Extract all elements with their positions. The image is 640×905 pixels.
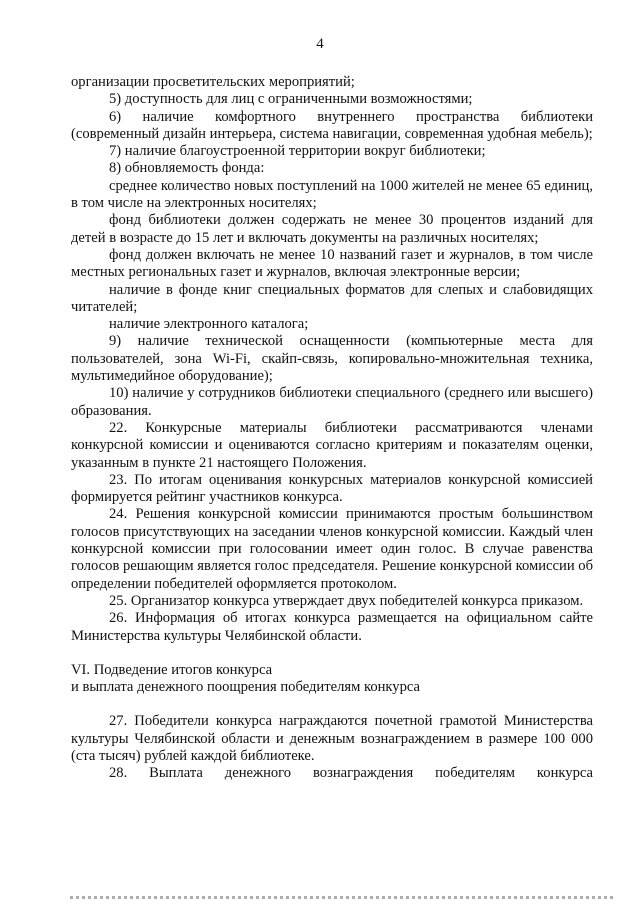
document-body — [71, 74, 593, 783]
paragraph: 9) наличие технической оснащенности (компьютерные места для пользователей, зона Wi-Fi, скайп-связь, копировально-множительная техника, мультимедийное оборудование); — [71, 333, 593, 385]
paragraph: фонд должен включать не менее 10 названий газет и журналов, в том числе местных региональных газет и журналов, включая электронные версии; — [71, 246, 593, 281]
paragraph: 25. Организатор конкурса утверждает двух победителей конкурса приказом. — [109, 592, 584, 609]
paragraph: 7) наличие благоустроенной территории вокруг библиотеки; — [109, 143, 486, 160]
paragraph: 8) обновляемость фонда: — [109, 160, 265, 177]
scan-edge-artifact — [70, 896, 615, 899]
page-number: 4 — [316, 36, 324, 52]
paragraph: фонд библиотеки должен содержать не менее 30 процентов изданий для детей в возрасте до 15 лет и включать документы на различных носителях; — [71, 212, 593, 246]
paragraph: 5) доступность для лиц с ограниченными возможностями; — [109, 91, 473, 108]
paragraph: наличие электронного каталога; — [109, 316, 309, 333]
paragraph: организации просветительских мероприятий; — [71, 74, 355, 90]
paragraph: 28. Выплата денежного вознаграждения победителям конкурса — [109, 765, 593, 782]
paragraph: 27. Победители конкурса награждаются почетной грамотой Министерства культуры Челябинской области и денежным вознаграждением в размере 100 000 (ста тысяч) рублей каждой библиотеке. — [71, 713, 593, 764]
paragraph: 24. Решения конкурсной комиссии принимаются простым большинством голосов присутствующих на заседании членов конкурсной комиссии. Каждый член конкурсной комиссии при голосовании имеет один голос. В случае равенства голосов решающим является голос председателя. Решение конкурсной комиссии об определении победителей оформляется протоколом. — [71, 506, 594, 592]
paragraph: 22. Конкурсные материалы библиотеки рассматриваются членами конкурсной комиссии и оцениваются согласно критериям и показателям оценки, указанным в пункте 21 настоящего Положения. — [71, 419, 593, 471]
paragraph: 6) наличие комфортного внутреннего пространства библиотеки (современный дизайн интерьера, система навигации, современная удобная мебель); — [71, 108, 593, 142]
paragraphs-after-heading — [71, 713, 593, 782]
section-heading-line-1: VI. Подведение итогов конкурса — [71, 661, 273, 678]
paragraph: наличие в фонде книг специальных форматов для слепых и слабовидящих читателей; — [71, 281, 593, 315]
paragraph: 23. По итогам оценивания конкурсных материалов конкурсной комиссией формируется рейтинг участников конкурса. — [71, 471, 593, 506]
section-heading-line-2: и выплата денежного поощрения победителям конкурса — [71, 679, 421, 696]
paragraph: среднее количество новых поступлений на 1000 жителей не менее 65 единиц, в том числе на электронных носителях; — [71, 177, 593, 212]
paragraph: 10) наличие у сотрудников библиотеки специального (среднего или высшего) образования. — [71, 385, 593, 419]
paragraph: 26. Информация об итогах конкурса размещается на официальном сайте Министерства культуры Челябинской области. — [71, 610, 593, 644]
paragraphs-before-heading — [71, 74, 593, 645]
